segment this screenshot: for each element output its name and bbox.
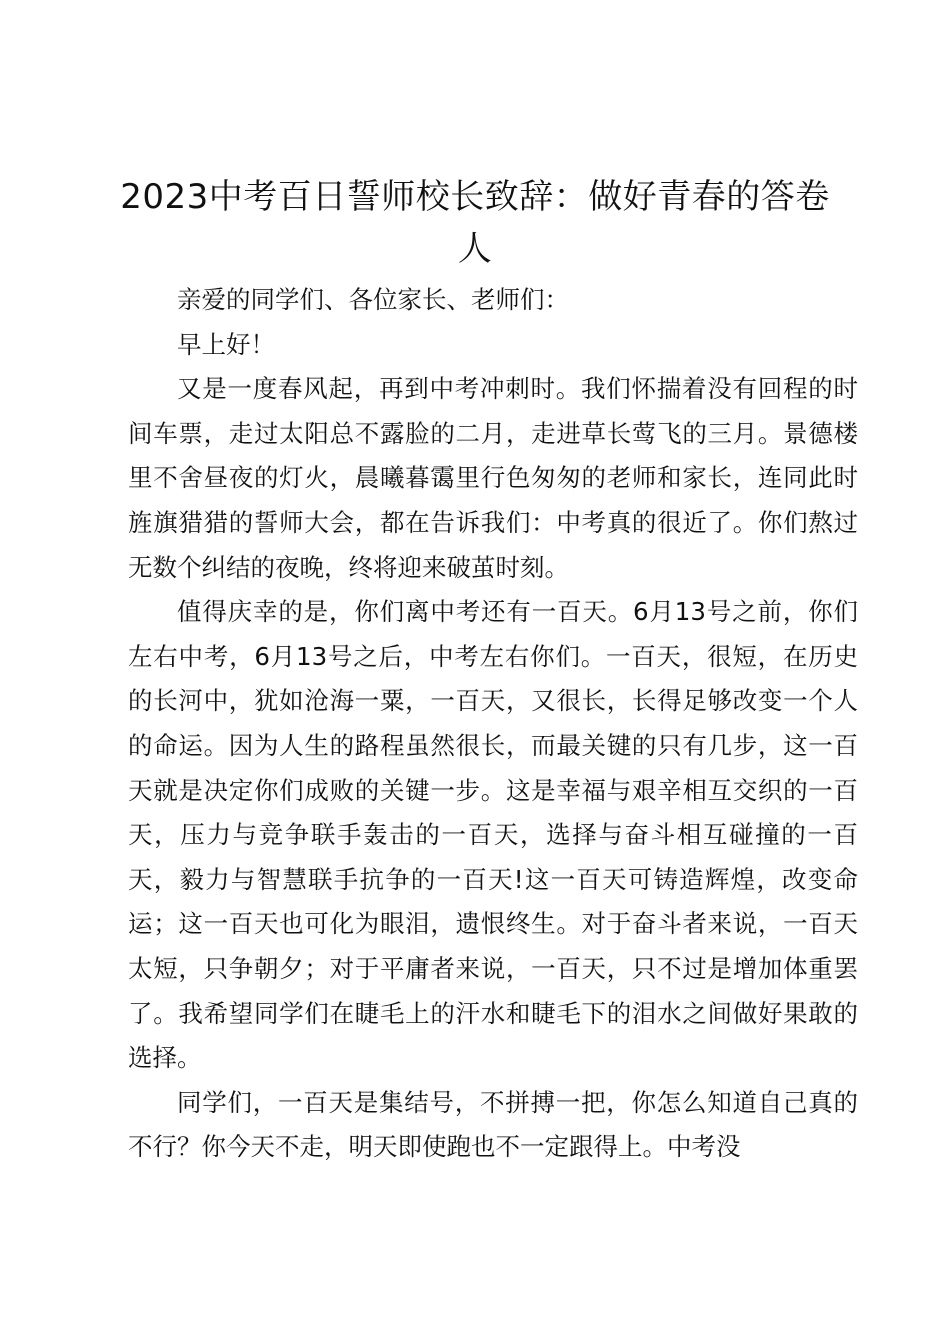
document-body [128, 278, 858, 1170]
body-paragraph: 又是一度春风起，再到中考冲刺时。我们怀揣着没有回程的时间车票，走过太阳总不露脸的二月，走进草长莺飞的三月。景德楼里不舍昼夜的灯火，晨曦暮霭里行色匆匆的老师和家长，连同此时旌旗猎猎的誓师大会，都在告诉我们：中考真的很近了。你们熬过无数个纠结的夜晚，终将迎来破茧时刻。 [128, 374, 858, 582]
greeting-paragraph: 早上好！ [177, 329, 275, 359]
body-paragraph: 同学们，一百天是集结号，不拼搏一把，你怎么知道自己真的不行？你今天不走，明天即使跑也不一定跟得上。中考没 [128, 1087, 858, 1162]
document-title: 2023中考百日誓师校长致辞：做好青春的答卷人 [120, 177, 830, 269]
salutation-paragraph: 亲爱的同学们、各位家长、老师们： [177, 285, 569, 314]
body-paragraph: 值得庆幸的是，你们离中考还有一百天。6月13号之前，你们左右中考，6月13号之后，中考左右你们。一百天，很短，在历史的长河中，犹如沧海一粟，一百天，又很长，长得足够改变一个人的命运。因为人生的路程虽然很长，而最关键的只有几步，这一百天就是决定你们成败的关键一步。这是幸福与艰辛相互交织的一百天，压力与竞争联手轰击的一百天，选择与奋斗相互碰撞的一百天，毅力与智慧联手抗争的一百天!这一百天可铸造辉煌，改变命运；这一百天也可化为眼泪，遗恨终生。对于奋斗者来说，一百天太短，只争朝夕；对于平庸者来说，一百天，只不过是增加体重罢了。我希望同学们在睫毛上的汗水和睫毛下的泪水之间做好果敢的选择。 [128, 597, 858, 1073]
